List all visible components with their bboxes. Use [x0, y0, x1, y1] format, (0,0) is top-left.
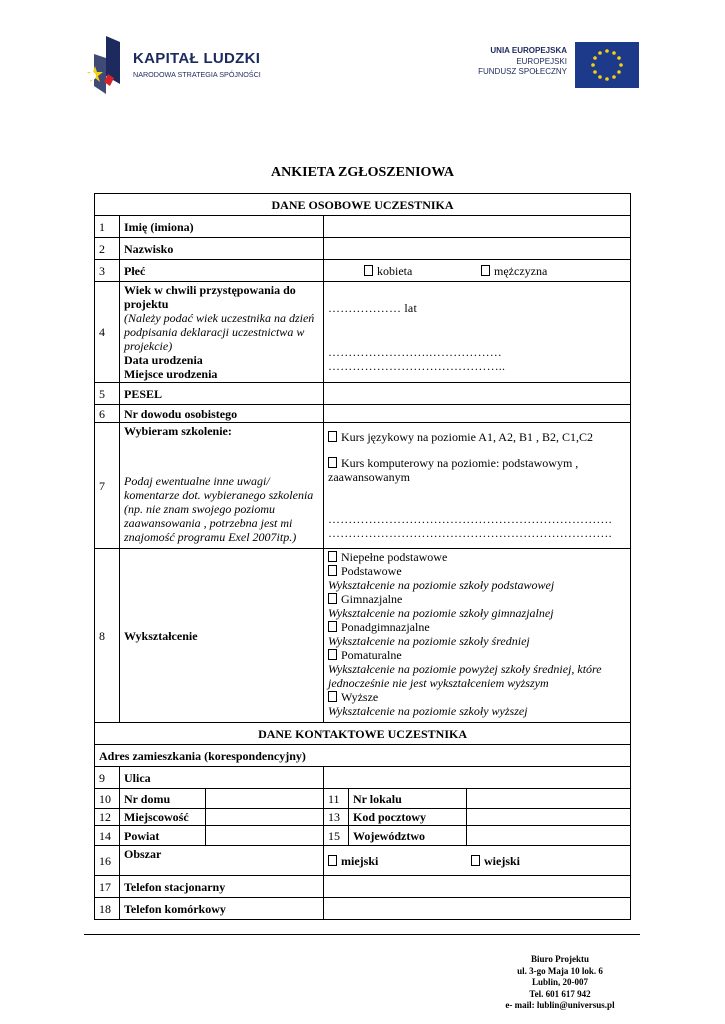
- mobile-field[interactable]: [324, 898, 631, 920]
- table-row: [95, 826, 631, 846]
- footer-email: e- mail: lublin@universus.pl: [505, 1000, 615, 1010]
- table-row: [95, 876, 631, 898]
- table-row: [95, 282, 631, 383]
- education-field: [324, 549, 631, 723]
- table-row: [95, 846, 631, 876]
- table-row: [95, 216, 631, 238]
- gender-male-label: mężczyzna: [494, 263, 548, 278]
- form-title: ANKIETA ZGŁOSZENIOWA: [271, 165, 454, 180]
- apartment-number-label: Nr lokalu: [349, 789, 467, 809]
- edu-option-desc: Wykształcenie na poziomie szkoły gimnazjalnej: [328, 606, 554, 620]
- edu-option-desc: Wykształcenie na poziomie szkoły podstawowej: [328, 578, 555, 592]
- edu-option-desc: Wykształcenie na poziomie szkoły średniej: [328, 634, 530, 648]
- postal-code-field[interactable]: [467, 809, 631, 826]
- education-label: Wykształcenie: [120, 549, 324, 723]
- checkbox-rural[interactable]: [471, 855, 480, 866]
- birth-date-label: Data urodzenia: [124, 353, 203, 367]
- last-name-field[interactable]: [324, 238, 631, 260]
- area-rural-label: wiejski: [484, 853, 520, 868]
- ue-line1: UNIA EUROPEJSKA: [490, 46, 567, 55]
- first-name-label: Imię (imiona): [120, 216, 324, 238]
- language-course-label: Kurs językowy na poziomie A1, A2, B1 , B2, C1,C2: [341, 430, 593, 444]
- row-number: 5: [95, 383, 120, 405]
- table-row: [95, 383, 631, 405]
- footer-office: Biuro Projektu: [531, 954, 589, 964]
- house-number-label: Nr domu: [120, 789, 206, 809]
- edu-option-label: Pomaturalne: [341, 648, 402, 662]
- checkbox-edu-higher[interactable]: [328, 691, 337, 702]
- age-note: (Należy podać wiek uczestnika na dzień podpisania deklaracji uczestnictwa w projekcie): [124, 311, 315, 353]
- table-row: [95, 405, 631, 423]
- training-notes-dots-2[interactable]: …………………………………………………………….: [328, 526, 612, 540]
- house-number-field[interactable]: [206, 789, 324, 809]
- section-contact-row: [95, 723, 631, 745]
- county-label: Powiat: [120, 826, 206, 846]
- registration-form-table: [94, 193, 631, 920]
- table-row: [95, 238, 631, 260]
- section-personal-header: DANE OSOBOWE UCZESTNIKA: [95, 194, 631, 216]
- training-note: Podaj ewentualne inne uwagi/ komentarze dot. wybieranego szkolenia (np. nie znam swojego poziomu zaawansowania , potrzebna jest mi znajomość programu Exel 2007itp.): [124, 474, 314, 544]
- county-field[interactable]: [206, 826, 324, 846]
- table-row: [95, 767, 631, 789]
- birth-place-label: Miejsce urodzenia: [124, 367, 218, 381]
- edu-option-label: Wyższe: [341, 690, 379, 704]
- first-name-field[interactable]: [324, 216, 631, 238]
- landline-field[interactable]: [324, 876, 631, 898]
- footer-street: ul. 3-go Maja 10 lok. 6: [517, 965, 603, 976]
- age-field[interactable]: [324, 282, 631, 383]
- checkbox-edu-upper-secondary[interactable]: [328, 621, 337, 632]
- row-number: 8: [95, 549, 120, 723]
- row-number: 13: [324, 809, 349, 826]
- checkbox-urban[interactable]: [328, 855, 337, 866]
- checkbox-edu-lower-secondary[interactable]: [328, 593, 337, 604]
- eu-logo: [465, 40, 643, 92]
- training-notes-dots-1[interactable]: …………………………………………………………….: [328, 512, 612, 526]
- table-row: [95, 260, 631, 282]
- row-number: 17: [95, 876, 120, 898]
- section-contact-header: DANE KONTAKTOWE UCZESTNIKA: [95, 723, 631, 745]
- checkbox-male[interactable]: [481, 265, 490, 276]
- row-number: 3: [95, 260, 120, 282]
- row-number: 12: [95, 809, 120, 826]
- edu-option-label: Ponadgimnazjalne: [341, 620, 430, 634]
- row-number: 15: [324, 826, 349, 846]
- checkbox-female[interactable]: [364, 265, 373, 276]
- checkbox-language-course[interactable]: [328, 431, 337, 442]
- computer-course-label: Kurs komputerowy na poziomie: podstawowym , zaawansowanym: [328, 456, 579, 484]
- id-number-field[interactable]: [324, 405, 631, 423]
- row-number: 16: [95, 846, 120, 876]
- kapital-ludzki-title: KAPITAŁ LUDZKI: [133, 50, 261, 67]
- row-number: 11: [324, 789, 349, 809]
- table-row: [95, 789, 631, 809]
- pesel-field[interactable]: [324, 383, 631, 405]
- footer-divider: [84, 934, 640, 935]
- edu-option-label: Gimnazjalne: [341, 592, 403, 606]
- apartment-number-field[interactable]: [467, 789, 631, 809]
- province-label: Województwo: [349, 826, 467, 846]
- ue-line2: EUROPEJSKI: [516, 56, 567, 66]
- checkbox-edu-incomplete-primary[interactable]: [328, 551, 337, 562]
- row-number: 2: [95, 238, 120, 260]
- footer-phone: Tel. 601 617 942: [529, 988, 591, 999]
- city-label: Miejscowość: [120, 809, 206, 826]
- edu-option-desc: Wykształcenie na poziomie szkoły wyższej: [328, 704, 528, 718]
- footer-city: Lublin, 20-007: [531, 977, 589, 987]
- row-number: 4: [95, 282, 120, 383]
- last-name-label: Nazwisko: [120, 238, 324, 260]
- gender-female-label: kobieta: [377, 263, 413, 278]
- area-urban-label: miejski: [341, 853, 379, 868]
- province-field[interactable]: [467, 826, 631, 846]
- table-row: [95, 423, 631, 549]
- edu-option-desc: Wykształcenie na poziomie powyżej szkoły średniej, które jednocześnie nie jest wykształceniem wyższym: [328, 662, 602, 690]
- training-field: [324, 423, 631, 549]
- table-row: [95, 549, 631, 723]
- street-label: Ulica: [120, 767, 324, 789]
- birth-date-dots: …………………….………………: [328, 345, 502, 359]
- kapital-ludzki-subtitle: NARODOWA STRATEGIA SPÓJNOŚCI: [133, 70, 261, 79]
- address-label: Adres zamieszkania (korespondencyjny): [95, 745, 631, 767]
- row-number: 9: [95, 767, 120, 789]
- gender-label: Płeć: [120, 260, 324, 282]
- kapital-ludzki-logo: [86, 36, 276, 96]
- section-personal-row: [95, 194, 631, 216]
- checkbox-edu-post-secondary[interactable]: [328, 649, 337, 660]
- edu-option-label: Podstawowe: [341, 564, 402, 578]
- ue-line3: FUNDUSZ SPOŁECZNY: [478, 67, 567, 76]
- landline-label: Telefon stacjonarny: [120, 876, 324, 898]
- row-number: 1: [95, 216, 120, 238]
- footer-address: [470, 954, 620, 1012]
- birth-place-dots: ……………………………………..: [328, 359, 506, 373]
- row-number: 7: [95, 423, 120, 549]
- area-field: [324, 846, 631, 876]
- eu-flag-icon: [575, 42, 639, 88]
- mobile-label: Telefon komórkowy: [120, 898, 324, 920]
- training-label: Wybieram szkolenie:: [124, 424, 232, 438]
- row-number: 6: [95, 405, 120, 423]
- area-label: Obszar: [120, 846, 324, 876]
- gender-field: [324, 260, 631, 282]
- row-number: 18: [95, 898, 120, 920]
- street-field[interactable]: [324, 767, 631, 789]
- table-row: [95, 809, 631, 826]
- pesel-label: PESEL: [120, 383, 324, 405]
- checkbox-computer-course[interactable]: [328, 457, 337, 468]
- row-number: 14: [95, 826, 120, 846]
- table-row: [95, 898, 631, 920]
- age-label-cell: [120, 282, 324, 383]
- checkbox-edu-primary[interactable]: [328, 565, 337, 576]
- id-number-label: Nr dowodu osobistego: [120, 405, 324, 423]
- row-number: 10: [95, 789, 120, 809]
- training-label-cell: [120, 423, 324, 549]
- city-field[interactable]: [206, 809, 324, 826]
- age-line: ……………… lat: [328, 301, 417, 315]
- postal-code-label: Kod pocztowy: [349, 809, 467, 826]
- address-row: [95, 745, 631, 767]
- age-label: Wiek w chwili przystępowania do projektu: [124, 283, 296, 311]
- kapital-ludzki-mark-icon: [86, 36, 128, 94]
- edu-option-label: Niepełne podstawowe: [341, 550, 448, 564]
